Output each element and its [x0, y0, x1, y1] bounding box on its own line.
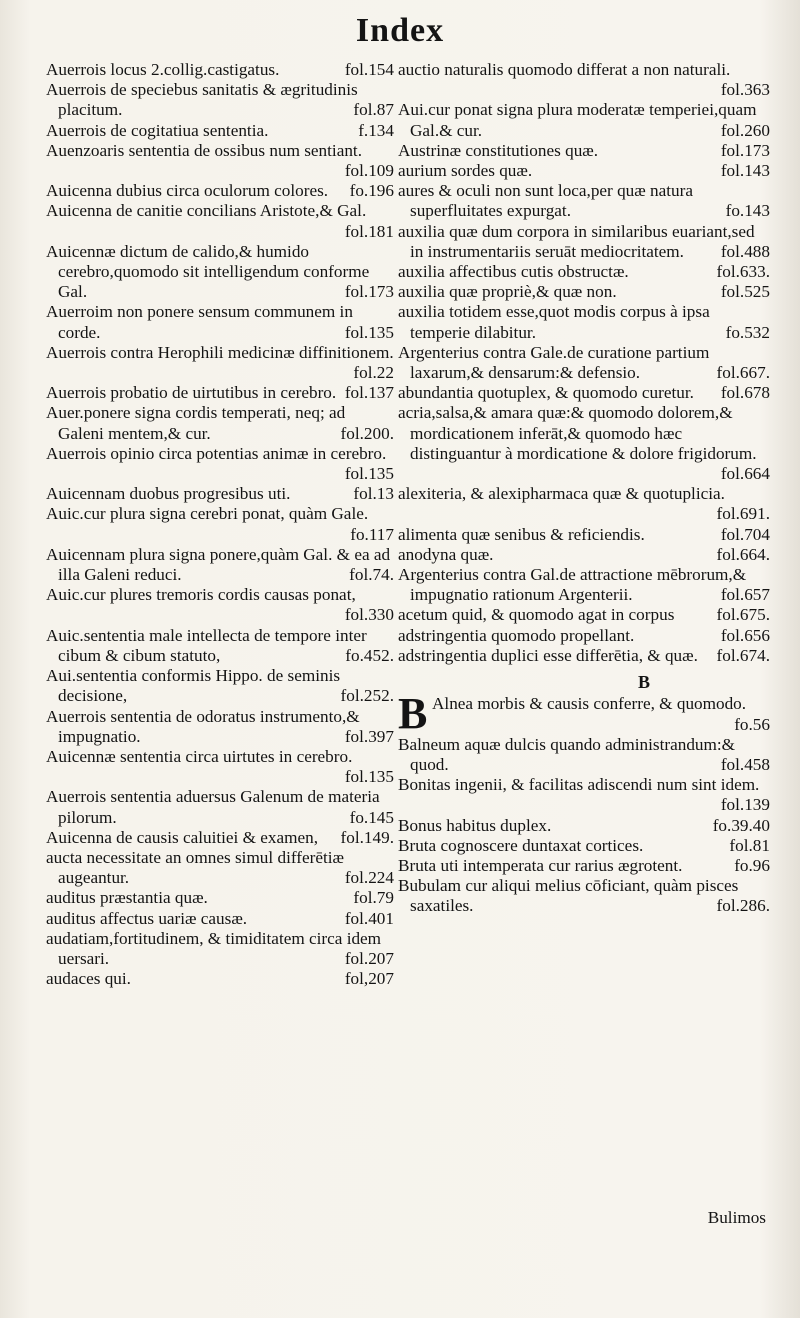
entry-text: Auic.cur plures tremoris cordis causas ponat,	[46, 585, 356, 605]
index-entry	[398, 343, 770, 383]
index-entry	[398, 775, 770, 815]
folio-reference: fol.87	[353, 100, 394, 120]
entry-text: Auerrois de cogitatiua sententia.	[46, 120, 269, 140]
folio-reference: fol.135	[344, 322, 394, 342]
index-entry	[398, 856, 770, 876]
index-entry	[398, 262, 770, 282]
index-entry	[398, 689, 770, 739]
entry-text: auxilia affectibus cutis obstructæ.	[398, 262, 629, 282]
index-entry	[46, 201, 394, 241]
folio-reference: fol.154	[344, 60, 394, 79]
index-entry	[46, 787, 394, 827]
catchword: Bulimos	[707, 1208, 766, 1227]
index-entry	[46, 181, 394, 201]
folio-reference: fol.674.	[716, 645, 770, 665]
entry-text: Auic.sententia male intellecta de tempore inter cibum & cibum statuto,	[46, 625, 367, 665]
entry-text: Auicenna de causis caluitiei & examen,	[46, 827, 319, 847]
entry-text: auxilia quæ dum corpora in similaribus euariant,sed in instrumentariis seruāt mediocritatem.	[398, 221, 755, 261]
entry-text: Auicennam duobus progresibus uti.	[46, 484, 291, 504]
index-entry	[398, 282, 770, 302]
entry-text: abundantia quotuplex, & quomodo curetur.	[398, 383, 694, 403]
folio-reference: fol.633.	[716, 262, 770, 282]
index-entry	[46, 383, 394, 403]
entry-text: Auerrois sententia de odoratus instrumento,& impugnatio.	[46, 706, 360, 746]
entry-text: aurium sordes quæ.	[398, 161, 533, 181]
folio-reference: fol.664	[720, 464, 770, 484]
entry-text: Argenterius contra Gal.de attractione mēbrorum,& impugnatio rationum Argenterii.	[398, 565, 747, 605]
folio-reference: fol.137	[344, 383, 394, 403]
index-entry	[46, 545, 394, 585]
entry-text: Aui.cur ponat signa plura moderatæ temperiei,quam Gal.& cur.	[398, 100, 757, 140]
folio-reference: fo.452.	[345, 645, 394, 665]
index-entry	[398, 302, 770, 342]
folio-reference: fol.488	[720, 241, 770, 261]
index-entry	[398, 383, 770, 403]
index-entry	[46, 60, 394, 80]
folio-reference: fol.207	[344, 948, 394, 968]
index-entry	[46, 828, 394, 848]
entry-text: Auicenna dubius circa oculorum colores.	[46, 181, 329, 201]
index-entry	[46, 969, 394, 989]
folio-reference: fol.173	[720, 140, 770, 160]
folio-reference: fo.56	[734, 714, 770, 734]
index-entry	[398, 181, 770, 221]
index-entry	[398, 525, 770, 545]
folio-reference: fol.675.	[716, 605, 770, 625]
entry-text: auditus affectus uariæ causæ.	[46, 908, 248, 928]
folio-reference: fo.39.40	[712, 815, 770, 835]
folio-reference: fol.664.	[716, 544, 770, 564]
left-column	[46, 60, 394, 989]
entry-text: Balneum aquæ dulcis quando administrandum:& quod.	[398, 734, 736, 774]
index-entry	[46, 888, 394, 908]
folio-reference: fol.330	[344, 605, 394, 625]
folio-reference: fo.117	[350, 524, 394, 544]
index-entry	[398, 565, 770, 605]
index-entry	[398, 836, 770, 856]
entry-text: auxilia totidem esse,quot modis corpus à ipsa temperie dilabitur.	[398, 302, 710, 342]
folio-reference: fol.109	[344, 161, 394, 181]
entry-text: adstringentia quomodo propellant.	[398, 625, 635, 645]
entry-text: alexiteria, & alexipharmaca quæ & quotuplicia.	[398, 484, 725, 504]
index-entry	[46, 141, 394, 181]
index-entry	[398, 876, 770, 916]
index-entry	[398, 626, 770, 646]
entry-text: Aui.sententia conformis Hippo. de seminis decisione,	[46, 666, 341, 706]
folio-reference: fol.135	[344, 464, 394, 484]
entry-text: Bonus habitus duplex.	[398, 815, 552, 835]
index-entry	[398, 646, 770, 666]
drop-capital: B	[398, 689, 428, 739]
index-entry	[46, 707, 394, 747]
entry-text: Auerrois locus 2.collig.castigatus.	[46, 60, 280, 79]
index-entry	[398, 545, 770, 565]
folio-reference: fol.260	[720, 120, 770, 140]
index-entry	[46, 929, 394, 969]
index-entry	[46, 302, 394, 342]
folio-reference: fol.397	[344, 726, 394, 746]
folio-reference: fol.143	[720, 161, 770, 181]
entry-text: Auerrois sententia aduersus Galenum de materia pilorum.	[46, 787, 380, 827]
entry-text: Auer.ponere signa cordis temperati, neq; ad Galeni mentem,& cur.	[46, 403, 346, 443]
folio-reference: fo.196	[349, 181, 394, 201]
folio-reference: fol.173	[344, 282, 394, 302]
index-entry	[398, 222, 770, 262]
entry-text: aures & oculi non sunt loca,per quæ natura superfluitates expurgat.	[398, 181, 693, 221]
folio-reference: fol.200.	[340, 423, 394, 443]
entry-text: audaces qui.	[46, 969, 131, 989]
folio-reference: fol.81	[729, 835, 770, 855]
folio-reference: fol.691.	[716, 504, 770, 524]
entry-text: Austrinæ constitutiones quæ.	[398, 140, 599, 160]
index-entry	[398, 161, 770, 181]
entry-text: Bruta cognoscere duntaxat cortices.	[398, 835, 644, 855]
folio-reference: fol.656	[720, 625, 770, 645]
index-entry	[398, 484, 770, 524]
folio-reference: fol.13	[353, 484, 394, 504]
folio-reference: fol.224	[344, 868, 394, 888]
folio-reference: fol.525	[720, 282, 770, 302]
index-entry	[398, 141, 770, 161]
folio-reference: f.134	[358, 120, 394, 140]
folio-reference: fol.139	[720, 795, 770, 815]
entry-text: audatiam,fortitudinem, & timiditatem circa idem uersari.	[46, 928, 382, 968]
index-entry	[398, 60, 770, 100]
index-entry	[46, 504, 394, 544]
entry-text: acetum quid, & quomodo agat in corpus	[398, 605, 675, 625]
entry-text: Auerrois probatio de uirtutibus in cerebro.	[46, 383, 337, 403]
entry-text: Auicennæ dictum de calido,& humido cerebro,quomodo sit intelligendum conforme Gal.	[46, 241, 370, 302]
index-entry	[46, 484, 394, 504]
index-entry	[46, 403, 394, 443]
entry-text: Alnea morbis & causis conferre, & quomodo.	[432, 694, 747, 714]
index-entry	[398, 816, 770, 836]
index-entry	[46, 747, 394, 787]
section-letter: B	[637, 672, 650, 693]
entry-text: adstringentia duplici esse differētia, & quæ.	[398, 645, 698, 665]
folio-reference: fol.79	[353, 888, 394, 908]
index-entry	[398, 403, 770, 484]
folio-reference: fo.532	[725, 322, 770, 342]
entry-text: Auerrois opinio circa potentias animæ in cerebro.	[46, 443, 387, 463]
folio-reference: fol.135	[344, 767, 394, 787]
folio-reference: fol.149.	[340, 827, 394, 847]
entry-text: alimenta quæ senibus & reficiendis.	[398, 524, 645, 544]
index-entry	[46, 585, 394, 625]
index-entry	[398, 605, 770, 625]
entry-text: Auicennam plura signa ponere,quàm Gal. & ea ad illa Galeni reduci.	[46, 544, 391, 585]
entry-text: Auicenna de canitie concilians Aristote,& Gal.	[46, 201, 367, 221]
page-title: Index	[355, 12, 445, 49]
folio-reference: fol.657	[720, 585, 770, 605]
index-entry	[46, 848, 394, 888]
index-entry	[46, 343, 394, 383]
folio-reference: fo.96	[734, 855, 770, 875]
entry-text: auditus præstantia quæ.	[46, 888, 208, 908]
index-entry	[46, 121, 394, 141]
right-column	[398, 60, 770, 917]
folio-reference: fol.252.	[340, 686, 394, 706]
entry-text: Bruta uti intemperata cur rarius ægrotent.	[398, 855, 683, 875]
folio-reference: fol,207	[344, 969, 394, 989]
entry-text: Auenzoaris sententia de ossibus num sentiant.	[46, 140, 362, 160]
folio-reference: fol.401	[344, 908, 394, 928]
entry-text: Argenterius contra Gale.de curatione partium laxarum,& densarum:& defensio.	[398, 342, 710, 383]
folio-reference: fol.678	[720, 383, 770, 403]
entry-text: Auerrois contra Herophili medicinæ diffinitionem.	[46, 342, 394, 362]
folio-reference: fol.74.	[349, 565, 394, 585]
entry-text: aucta necessitate an omnes simul differētiæ augeantur.	[46, 847, 344, 888]
folio-reference: fol.181	[344, 221, 394, 241]
folio-reference: fo.143	[725, 201, 770, 221]
index-entry	[398, 735, 770, 775]
folio-reference: fol.458	[720, 754, 770, 774]
folio-reference: fo.145	[349, 807, 394, 827]
index-entry	[46, 666, 394, 706]
index-entry	[46, 444, 394, 484]
index-entry	[46, 909, 394, 929]
index-entry	[46, 80, 394, 120]
index-entry	[46, 626, 394, 666]
folio-reference: fol.286.	[716, 896, 770, 916]
entry-text: Auerrois de speciebus sanitatis & ægritudinis placitum.	[46, 80, 358, 120]
entry-text: Bubulam cur aliqui melius cōficiant, quàm pisces saxatiles.	[398, 876, 739, 916]
folio-reference: fol.363	[720, 80, 770, 100]
folio-reference: fol.667.	[716, 363, 770, 383]
entry-text: anodyna quæ.	[398, 544, 494, 564]
entry-text: acria,salsa,& amara quæ:& quomodo dolorem,& mordicationem inferāt,& quomodo hæc distinguantur à mordicatione & dolore frigidorum.	[398, 403, 757, 463]
entry-text: Auic.cur plura signa cerebri ponat, quàm Gale.	[46, 504, 369, 524]
folio-reference: fol.704	[720, 524, 770, 544]
index-entry	[46, 242, 394, 303]
entry-text: Auicennæ sententia circa uirtutes in cerebro.	[46, 746, 353, 766]
entry-text: auxilia quæ propriè,& quæ non.	[398, 282, 617, 302]
index-entry	[398, 100, 770, 140]
entry-text: Bonitas ingenii, & facilitas adiscendi num sint idem.	[398, 775, 760, 795]
folio-reference: fol.22	[353, 363, 394, 383]
entry-text: Auerroim non ponere sensum communem in corde.	[46, 302, 353, 342]
entry-text: auctio naturalis quomodo differat a non naturali.	[398, 60, 731, 79]
